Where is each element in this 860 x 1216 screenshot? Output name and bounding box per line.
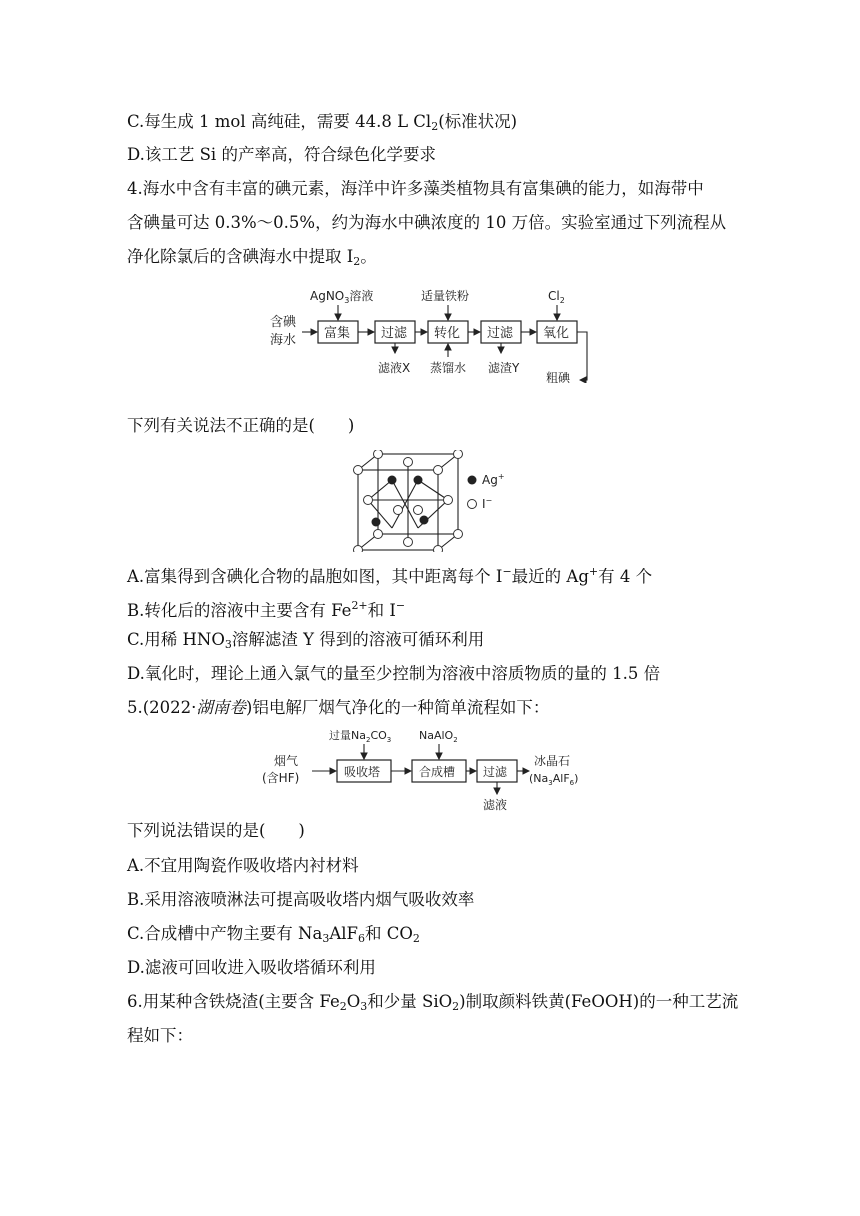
input-distilled-water: 蒸馏水 [430, 361, 467, 375]
text: D.该工艺 Si 的产率高，符合绿色化学要求 [127, 145, 436, 164]
input-iron-powder: 适量铁粉 [421, 289, 470, 303]
start-label-2: (含HF) [262, 771, 300, 785]
text: 含碘量可达 0.3%～0.5%，约为海水中碘浓度的 10 万倍。实验室通过下列流程从 [127, 213, 727, 232]
box-enrich-label: 富集 [324, 326, 351, 341]
subscript: 2 [353, 255, 361, 268]
option-c-prev [127, 111, 517, 138]
q5-stem [127, 697, 549, 719]
output-cryolite-formula: $(Na_3AlF_6)$ [529, 772, 579, 787]
text: A.不宜用陶瓷作吸收塔内衬材料 [127, 856, 359, 875]
subscript: 3 [322, 932, 330, 945]
legend-i-icon [468, 500, 477, 509]
flue-gas-flow-diagram [262, 725, 602, 815]
box-oxidize-label: 氧化 [543, 326, 570, 341]
output-cryolite: 冰晶石 [534, 754, 571, 768]
subscript: 2 [431, 120, 439, 133]
text: AlF [329, 924, 358, 943]
q5-question [127, 820, 305, 842]
input-agno3: AgNO$_3$溶液 [310, 289, 374, 305]
superscript: − [502, 565, 512, 578]
subscript: 3 [224, 638, 232, 651]
text: 下列有关说法不正确的是( ) [127, 416, 355, 435]
superscript: + [588, 565, 599, 578]
text: 和 CO [364, 924, 413, 943]
text: 。 [360, 247, 377, 266]
q4-option-d [127, 663, 660, 685]
legend-ag-icon [468, 476, 477, 485]
box-synthesis-label: 合成槽 [419, 765, 456, 779]
legend-i-label: I− [482, 496, 493, 511]
output-filtrate-x: 滤液X [378, 361, 411, 375]
text: 5.(2022· [127, 698, 197, 717]
q4-option-b [127, 595, 405, 622]
q6-stem-line1 [127, 991, 738, 1018]
start-label-2: 海水 [270, 333, 297, 348]
text: 溶解滤渣 Y 得到的溶液可循环利用 [231, 630, 485, 649]
q6-stem-line2 [127, 1025, 193, 1047]
text: 4.海水中含有丰富的碘元素，海洋中许多藻类植物具有富集碘的能力，如海带中 [127, 179, 704, 198]
text: 和 I [367, 601, 396, 620]
iodine-flow-diagram [260, 283, 605, 383]
q4-stem-line3 [127, 246, 377, 273]
box-convert-label: 转化 [434, 326, 461, 341]
option-d-prev [127, 144, 436, 166]
text: (标准状况) [438, 112, 518, 131]
superscript: − [395, 599, 406, 612]
input-cl2: $Cl_2$ [548, 289, 565, 305]
text: 和少量 SiO [367, 992, 453, 1011]
text: 最近的 Ag [511, 567, 589, 586]
start-label-1: 含碘 [270, 315, 297, 330]
q5-option-a [127, 855, 359, 877]
text: O [346, 992, 361, 1011]
text: A.富集得到含碘化合物的晶胞如图，其中距离每个 I [127, 567, 503, 586]
text: B.转化后的溶液中主要含有 Fe [127, 601, 352, 620]
text: D.氧化时，理论上通入氯气的量至少控制为溶液中溶质物质的量的 1.5 倍 [127, 664, 661, 683]
text: D.滤液可回收进入吸收塔循环利用 [127, 958, 376, 977]
superscript: 2+ [351, 599, 368, 612]
text: C.用稀 HNO [127, 630, 225, 649]
input-na2co3: 过量$Na_2CO_3$ [329, 729, 392, 744]
text: 有 4 个 [598, 567, 653, 586]
source-italic: 湖南卷 [196, 698, 246, 717]
input-naalo2: NaAlO$_2$ [419, 729, 458, 744]
text: )铝电解厂烟气净化的一种简单流程如下： [245, 698, 550, 717]
subscript: 2 [412, 932, 420, 945]
box-filter-1-label: 过滤 [381, 326, 408, 341]
text: 净化除氯后的含碘海水中提取 I [127, 247, 354, 266]
box-absorber-label: 吸收塔 [344, 765, 381, 779]
q4-question [127, 415, 354, 437]
agi-unit-cell-diagram [350, 450, 520, 552]
text: 下列说法错误的是( ) [127, 821, 305, 840]
text: C.每生成 1 mol 高纯硅，需要 44.8 L Cl [127, 112, 432, 131]
box-filter-label: 过滤 [483, 765, 508, 779]
text: B.采用溶液喷淋法可提高吸收塔内烟气吸收效率 [127, 890, 475, 909]
start-label-1: 烟气 [274, 754, 299, 768]
output-residue-y: 滤渣Y [488, 361, 520, 375]
text: )制取颜料铁黄(FeOOH)的一种工艺流 [459, 992, 739, 1011]
subscript: 3 [360, 1000, 368, 1013]
subscript: 6 [357, 932, 365, 945]
q5-option-c [127, 923, 420, 950]
subscript: 2 [452, 1000, 460, 1013]
q4-stem-line1 [127, 178, 704, 200]
text: C.合成槽中产物主要有 Na [127, 924, 323, 943]
output-filtrate: 滤液 [483, 798, 508, 812]
text: 程如下： [127, 1026, 193, 1045]
subscript: 2 [339, 1000, 347, 1013]
text: 6.用某种含铁烧渣(主要含 Fe [127, 992, 340, 1011]
q4-option-c [127, 629, 484, 656]
q4-option-a [127, 561, 652, 588]
output-crude-iodine: 粗碘 [546, 371, 571, 383]
legend-ag-label: Ag+ [482, 472, 505, 487]
q4-stem-line2 [127, 212, 726, 234]
q5-option-b [127, 889, 474, 911]
box-filter-2-label: 过滤 [487, 326, 514, 341]
q5-option-d [127, 957, 376, 979]
